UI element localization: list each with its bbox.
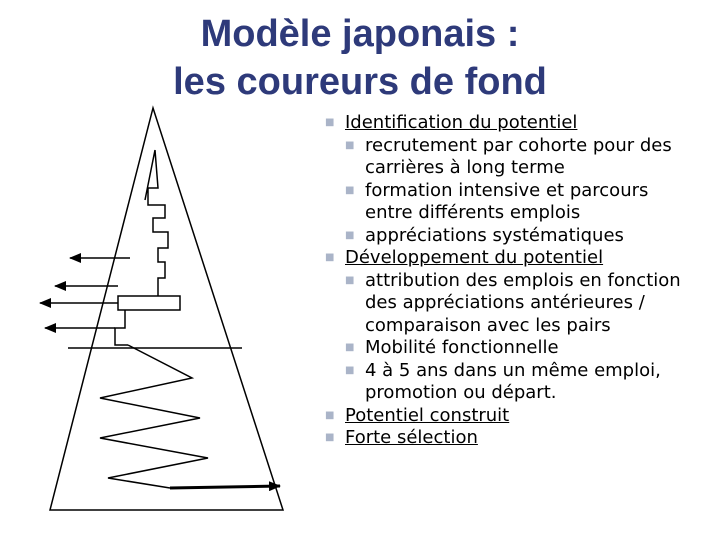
bullet-item — [325, 247, 695, 270]
bullet-marker-icon: ■ — [345, 229, 355, 241]
sub-bullet-item — [325, 135, 695, 180]
bullet-text: attribution des emplois en fonction des appréciations antérieures / comparaison avec les pairs — [365, 269, 681, 336]
bullet-text: Mobilité fonctionnelle — [365, 337, 559, 358]
bullet-text: Identification du potentiel — [345, 112, 578, 133]
zigzag-path — [100, 345, 208, 488]
bullet-text: 4 à 5 ans dans un même emploi, promotion ou départ. — [365, 359, 661, 403]
bullet-marker-icon: ■ — [345, 274, 355, 286]
career-exit-box — [118, 296, 180, 310]
bullet-text: Forte sélection — [345, 427, 478, 448]
bullet-marker-icon: ■ — [325, 252, 335, 263]
bullet-item — [325, 427, 695, 450]
bullet-marker-icon: ■ — [345, 139, 355, 151]
sub-bullet-item — [325, 337, 695, 360]
final-arrow — [170, 486, 280, 488]
sub-bullet-item — [325, 180, 695, 225]
career-descent-path — [115, 310, 128, 345]
bullet-item — [325, 405, 695, 428]
bullet-marker-icon: ■ — [325, 409, 335, 421]
bullet-text: recrutement par cohorte pour des carrières à long terme — [365, 134, 672, 178]
sub-bullet-item — [325, 270, 695, 338]
bullet-list — [325, 112, 695, 450]
sub-bullet-item — [325, 360, 695, 405]
bullet-marker-icon: ■ — [345, 364, 355, 376]
bullet-item — [325, 112, 695, 135]
sub-bullet-item — [325, 225, 695, 248]
slide-title-line-1: Modèle japonais : — [200, 13, 520, 55]
bullet-text: Développement du potentiel — [345, 247, 604, 268]
bullet-marker-icon: ■ — [325, 432, 335, 443]
bullet-text: Potentiel construit — [345, 404, 510, 426]
bullet-marker-icon: ■ — [345, 342, 355, 353]
bullet-text: appréciations systématiques — [365, 224, 624, 246]
bullet-marker-icon: ■ — [345, 184, 355, 196]
slide-title-line-2: les coureurs de fond — [173, 61, 547, 103]
career-staircase-path — [145, 150, 168, 296]
bullet-marker-icon: ■ — [325, 117, 335, 128]
bullet-text: formation intensive et parcours entre différents emplois — [365, 179, 649, 223]
